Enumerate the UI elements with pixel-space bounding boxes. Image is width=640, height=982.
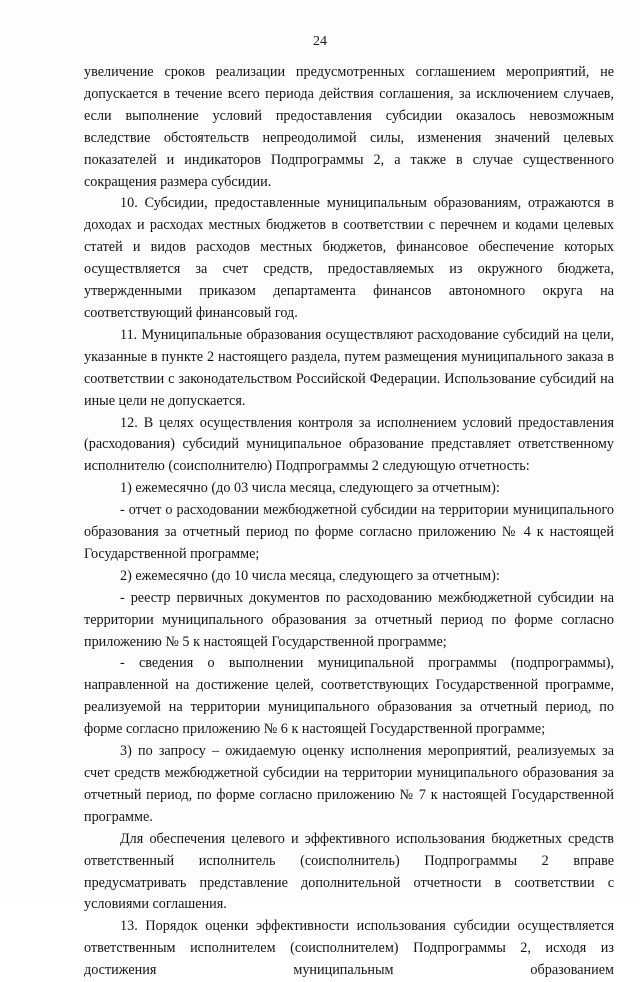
document-body [84,62,614,982]
paragraph-13: 13. Порядок оценки эффективности использования субсидии осуществляется ответственным исполнителем (соисполнителем) Подпрограммы 2, исходя из достижения муниципальным образованием [84,918,614,979]
list-item-monthly-03: 1) ежемесячно (до 03 числа месяца, следующего за отчетным): [120,480,500,497]
paragraph-additional-reporting: Для обеспечения целевого и эффективного использования бюджетных средств ответственный исполнитель (соисполнитель) Подпрограммы 2 вправе предусматривать представление дополнительной отчетности в соответствии с условиями соглашения. [84,830,614,913]
paragraph-10: 10. Субсидии, предоставленные муниципальным образованиям, отражаются в доходах и расходах местных бюджетов в соответствии с перечнем и кодами целевых статей и видов расходов местных бюджетов, финансовое обеспечение которых осуществляется за счет средств, предоставляемых из окружного бюджета, утвержденными приказом департамента финансов автономного округа на соответствующий финансовый год. [84,195,614,321]
list-item-monthly-10: 2) ежемесячно (до 10 числа месяца, следующего за отчетным): [120,567,500,584]
paragraph-11: 11. Муниципальные образования осуществляют расходование субсидий на цели, указанные в пункте 2 настоящего раздела, путем размещения муниципального заказа в соответствии с законодательством Российской Федерации. Использование субсидий на иные цели не допускается. [84,326,614,409]
paragraph-12: 12. В целях осуществления контроля за исполнением условий предоставления (расходования) субсидий муниципальное образование представляет ответственному исполнителю (соисполнителю) Подпрограммы 2 следующую отчетность: [84,414,614,475]
list-item-report-expenditure: - отчет о расходовании межбюджетной субсидии на территории муниципального образования за отчетный период по форме согласно приложению № 4 к настоящей Государственной программе; [84,502,614,562]
list-item-registry: - реестр первичных документов по расходованию межбюджетной субсидии на территории муниципального образования за отчетный период по форме согласно приложению № 5 к настоящей Государственной программе; [84,589,614,650]
list-item-program-info: - сведения о выполнении муниципальной программы (подпрограммы), направленной на достижение целей, соответствующих Государственной программе, реализуемой на территории муниципального образования за отчетный период, по форме согласно приложению № 6 к настоящей Государственной программе; [84,655,614,738]
list-item-on-request: 3) по запросу – ожидаемую оценку исполнения мероприятий, реализуемых за счет средств межбюджетной субсидии на территории муниципального образования за отчетный период, по форме согласно приложению № 7 к настоящей Государственной программе. [84,743,614,825]
page-number: 24 [313,34,327,49]
paragraph-continuation: увеличение сроков реализации предусмотренных соглашением мероприятий, не допускается в течение всего периода действия соглашения, за исключением случаев, если выполнение условий предоставления субсидии оказалось невозможным вследствие обстоятельств непреодолимой силы, изменения значений целевых показателей и индикаторов Подпрограммы 2, а также в случае существенного сокращения размера субсидии. [84,64,614,190]
